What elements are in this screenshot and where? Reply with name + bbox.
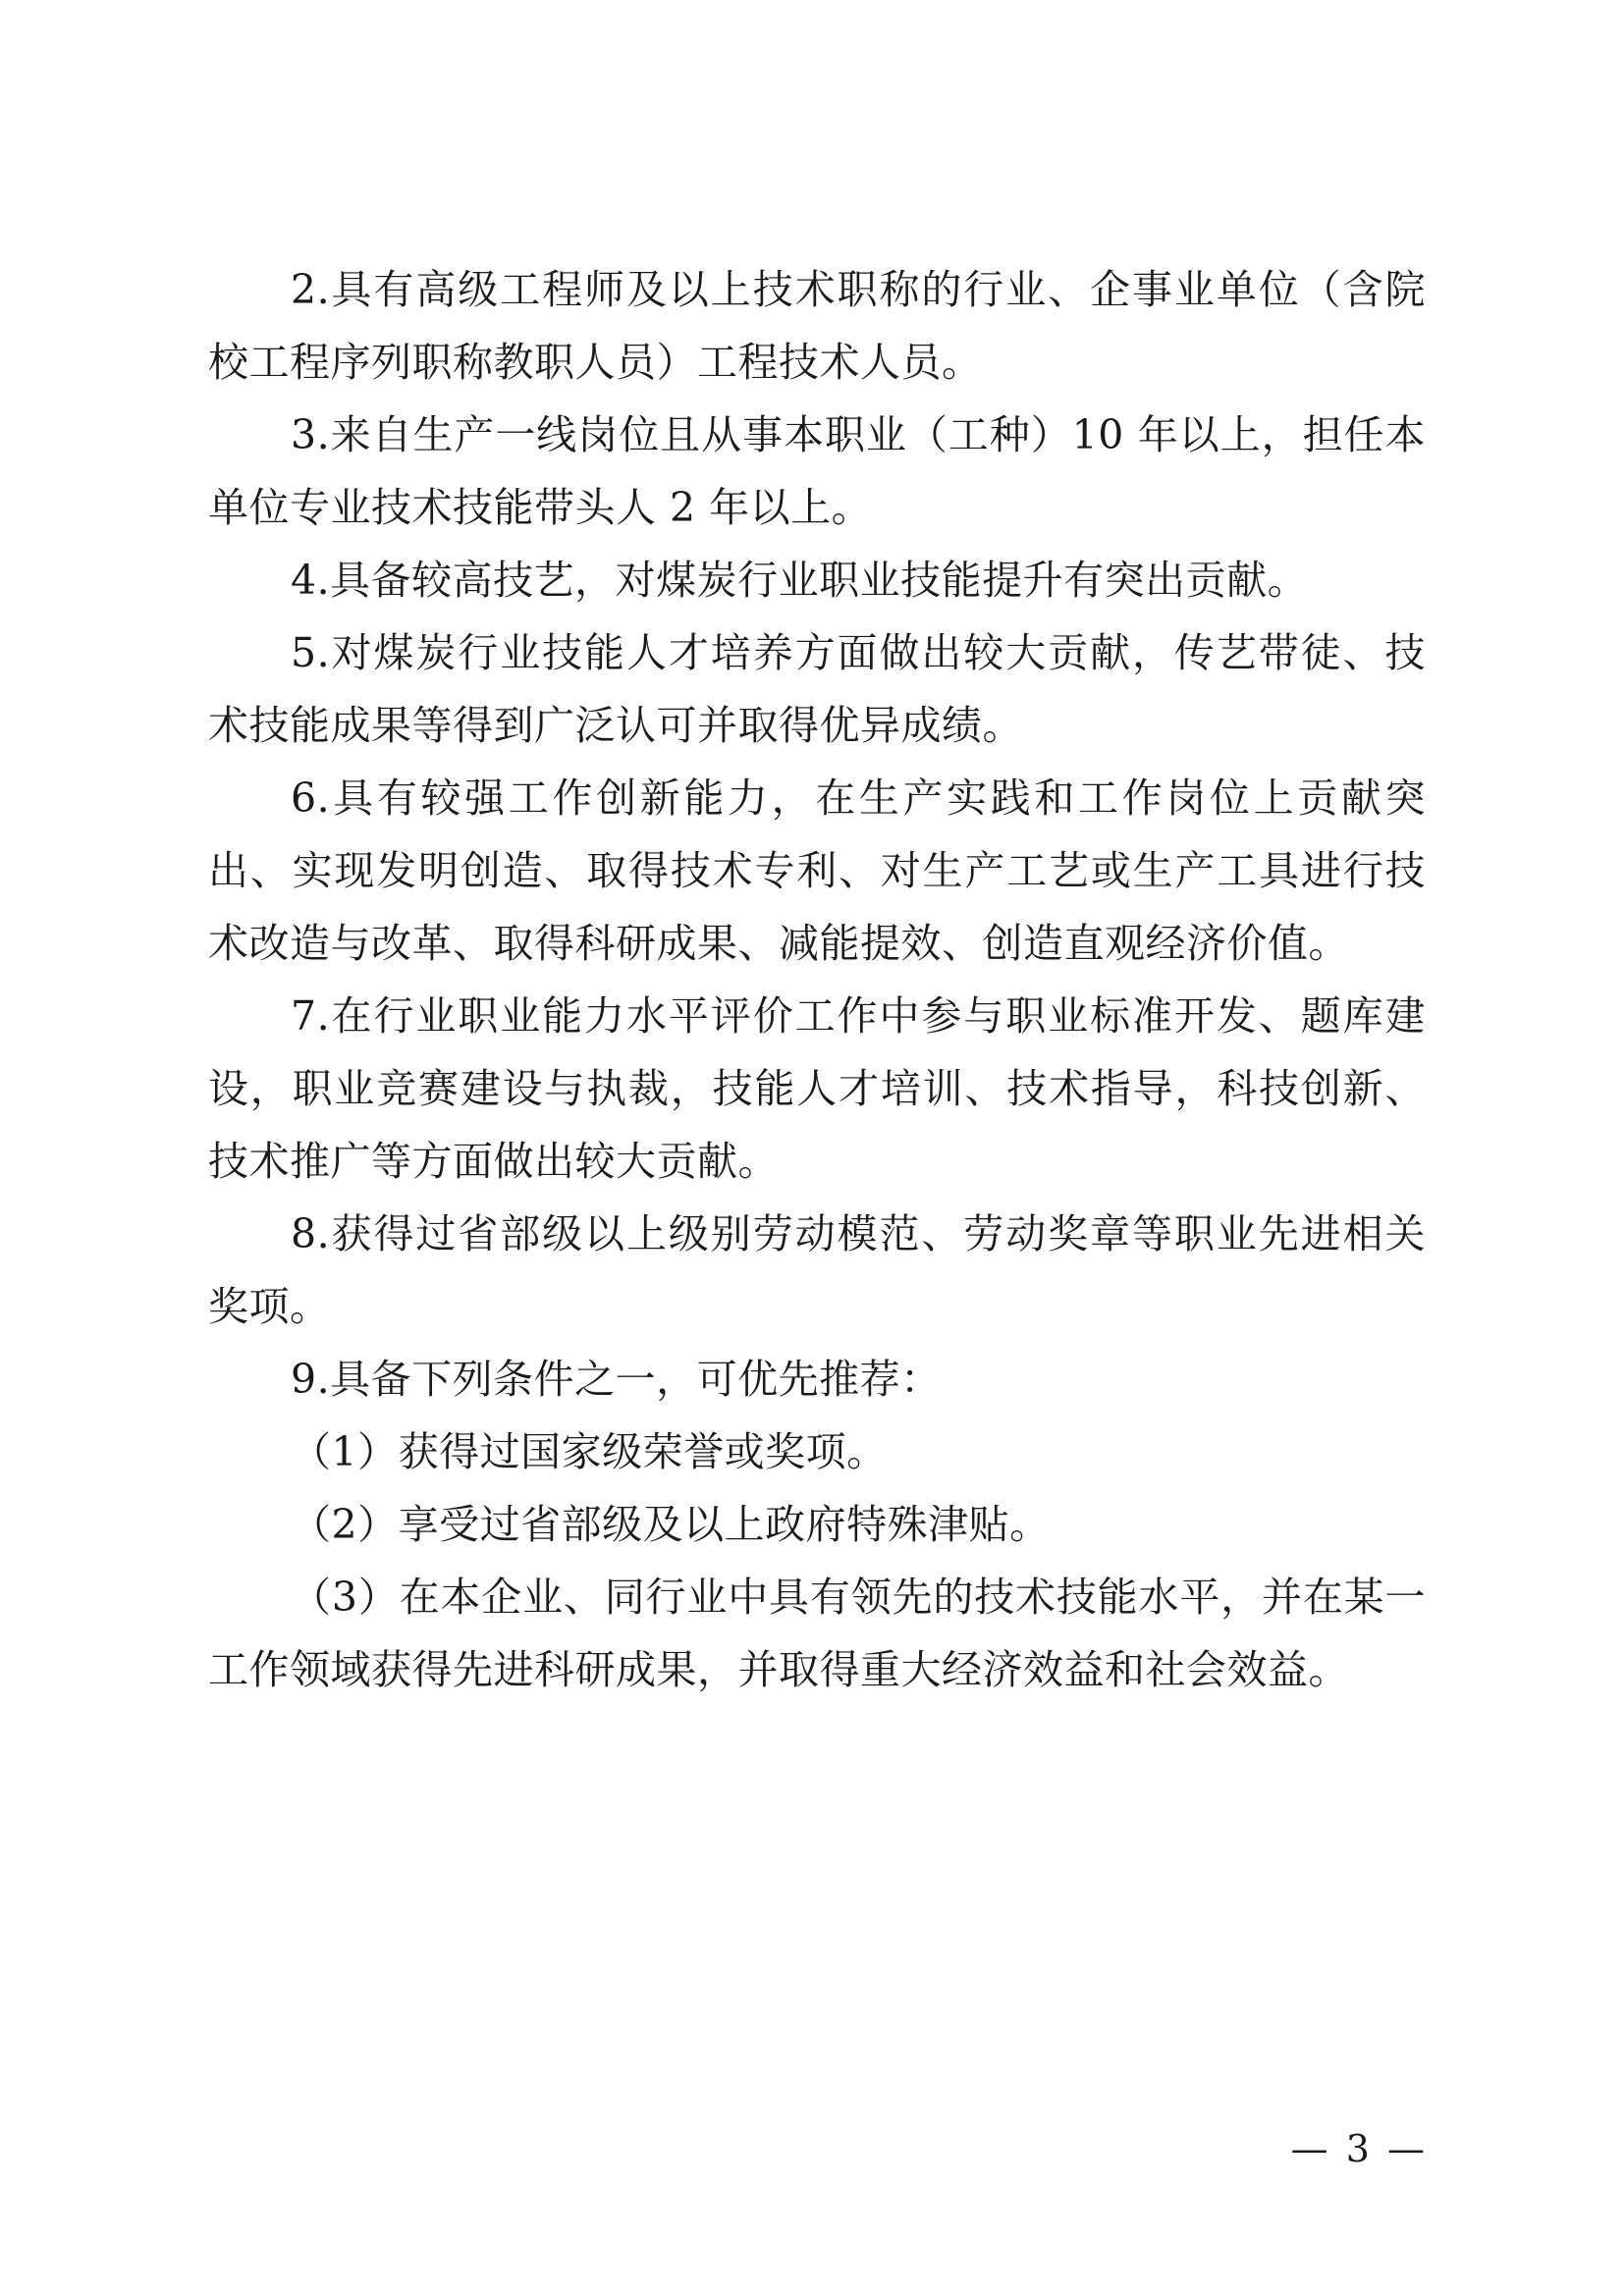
paragraph-item-9-3: （3）在本企业、同行业中具有领先的技术技能水平，并在某一工作领域获得先进科研成果，并取得重大经济效益和社会效益。: [208, 1574, 1426, 1693]
paragraph-item-3: 3.来自生产一线岗位且从事本职业（工种）10 年以上，担任本单位专业技术技能带头人 2 年以上。: [208, 411, 1426, 531]
paragraph-item-4: 4.具备较高技艺，对煤炭行业职业技能提升有突出贡献。: [291, 557, 1309, 604]
paragraph-item-9-1: （1）获得过国家级荣誉或奖项。: [291, 1428, 888, 1475]
paragraph-item-6: 6.具有较强工作创新能力，在生产实践和工作岗位上贡献突出、实现发明创造、取得技术专利、对生产工艺或生产工具进行技术改造与改革、取得科研成果、减能提效、创造直观经济价值。: [208, 774, 1426, 967]
paragraph-item-7: 7.在行业职业能力水平评价工作中参与职业标准开发、题库建设，职业竞赛建设与执裁，技能人才培训、技术指导，科技创新、技术推广等方面做出较大贡献。: [208, 992, 1426, 1185]
paragraph-item-9: 9.具备下列条件之一，可优先推荐：: [291, 1356, 942, 1403]
page-number: — 3 —: [1290, 2127, 1428, 2170]
paragraph-item-9-2: （2）享受过省部级及以上政府特殊津贴。: [291, 1501, 1051, 1548]
paragraph-item-5: 5.对煤炭行业技能人才培养方面做出较大贡献，传艺带徒、技术技能成果等得到广泛认可并取得优异成绩。: [208, 629, 1426, 749]
paragraph-item-2: 2.具有高级工程师及以上技术职称的行业、企事业单位（含院校工程序列职称教职人员）工程技术人员。: [208, 266, 1426, 386]
paragraph-item-8: 8.获得过省部级以上级别劳动模范、劳动奖章等职业先进相关奖项。: [208, 1210, 1426, 1330]
document-body: [208, 253, 1426, 1706]
